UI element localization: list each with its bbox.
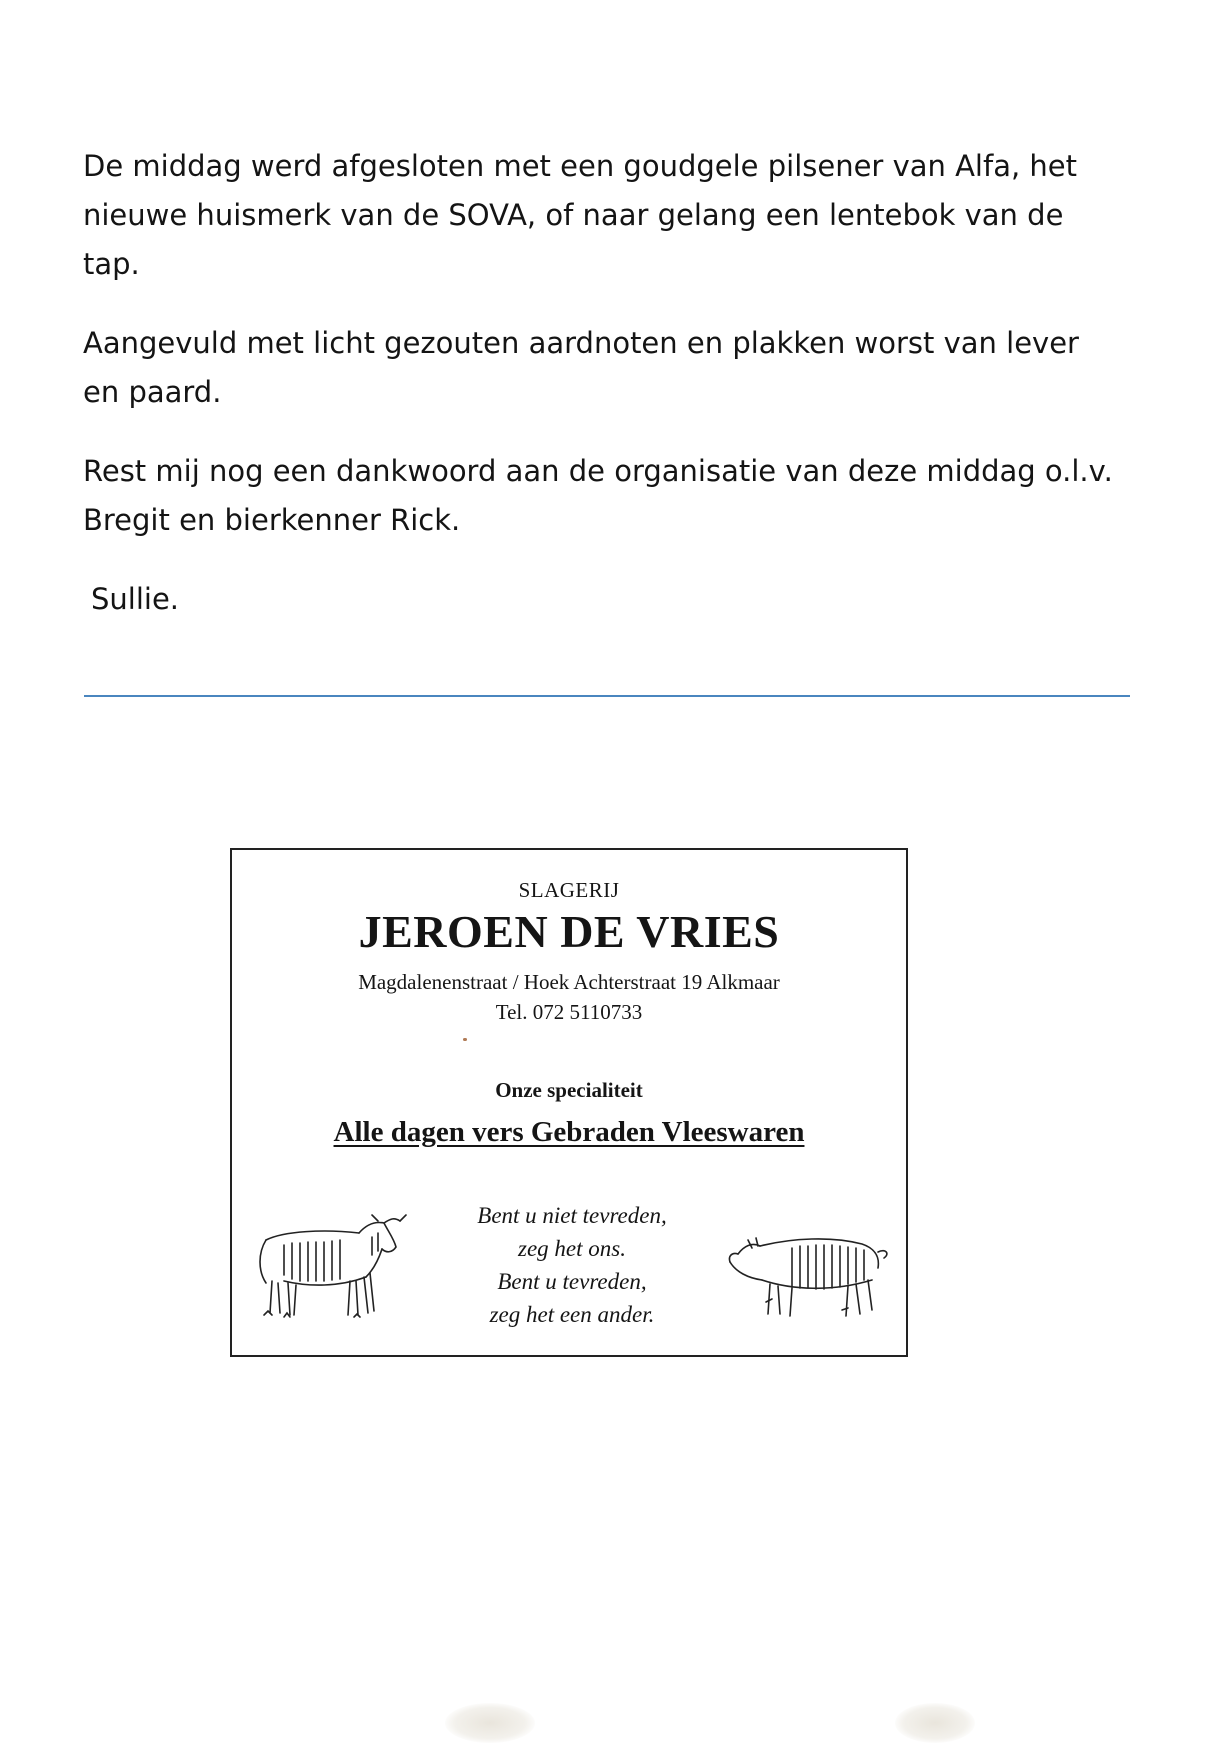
motto-line: zeg het ons. (518, 1236, 626, 1261)
ad-motto (402, 1199, 742, 1331)
ad-special: Alle dagen vers Gebraden Vleeswaren (333, 1116, 805, 1148)
paragraph-snacks: Aangevuld met licht gezouten aardnoten en plakken worst van lever en paard. (83, 326, 1079, 409)
butcher-advertisement (230, 848, 908, 1357)
ad-shop-name: JEROEN DE VRIES (358, 906, 780, 957)
ad-special-label: Onze specialiteit (495, 1078, 643, 1102)
scan-smudge (895, 1703, 975, 1743)
motto-line: Bent u tevreden, (497, 1269, 647, 1294)
article-body (83, 142, 1123, 654)
motto-line: Bent u niet tevreden, (477, 1203, 667, 1228)
pig-illustration (722, 1222, 892, 1332)
paragraph-thanks: Rest mij nog een dankwoord aan de organisatie van deze middag o.l.v. Bregit en bierkenner Rick. (83, 454, 1113, 537)
ad-address: Magdalenenstraat / Hoek Achterstraat 19 Alkmaar (358, 970, 780, 994)
motto-line: zeg het een ander. (489, 1302, 655, 1327)
paragraph-closing-drinks: De middag werd afgesloten met een goudgele pilsener van Alfa, het nieuwe huismerk van de SOVA, of naar gelang een lentebok van de tap. (83, 149, 1078, 281)
ad-kicker: SLAGERIJ (518, 878, 620, 902)
section-divider (84, 695, 1130, 697)
signature: Sullie. (91, 582, 180, 616)
print-speck (463, 1038, 467, 1041)
ad-phone: Tel. 072 5110733 (495, 1000, 643, 1024)
calf-illustration (254, 1195, 414, 1325)
scan-smudge (445, 1703, 535, 1743)
